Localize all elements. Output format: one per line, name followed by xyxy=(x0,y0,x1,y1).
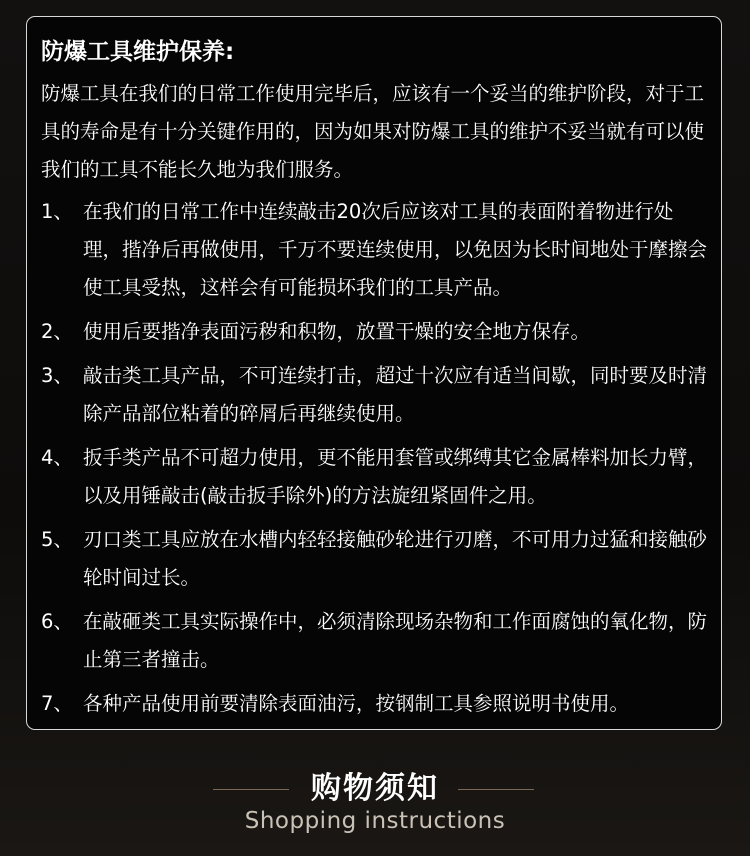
shopping-instructions-header xyxy=(0,760,750,856)
rule-item-5 xyxy=(41,521,707,597)
rule-number: 7、 xyxy=(41,692,73,715)
rule-item-7 xyxy=(41,685,707,723)
rule-number: 1、 xyxy=(41,200,73,223)
rule-text: 使用后要揩净表面污秽和积物，放置干燥的安全地方保存。 xyxy=(83,320,591,343)
footer-title: 购物须知 xyxy=(311,771,439,806)
maintenance-panel xyxy=(26,16,722,730)
rule-text: 刃口类工具应放在水槽内轻轻接触砂轮进行刃磨，不可用力过猛和接触砂轮时间过长。 xyxy=(83,528,708,589)
rule-number: 5、 xyxy=(41,528,73,551)
rule-text: 在敲砸类工具实际操作中，必须清除现场杂物和工作面腐蚀的氧化物，防止第三者撞击。 xyxy=(83,610,708,671)
rule-item-1 xyxy=(41,193,707,307)
rule-text: 扳手类产品不可超力使用，更不能用套管或绑缚其它金属棒料加长力臂，以及用锤敲击(敲击扳手除外)的方法旋纽紧固件之用。 xyxy=(83,446,708,507)
footer-subtitle: Shopping instructions xyxy=(244,808,506,834)
rule-item-4 xyxy=(41,439,707,515)
rule-item-3 xyxy=(41,357,707,433)
maintenance-rules-list xyxy=(41,193,707,723)
panel-title: 防爆工具维护保养: xyxy=(41,39,235,65)
rule-number: 4、 xyxy=(41,446,73,469)
rule-text: 敲击类工具产品，不可连续打击，超过十次应有适当间歇，同时要及时清除产品部位粘着的碎屑后再继续使用。 xyxy=(83,364,708,425)
rule-number: 6、 xyxy=(41,610,73,633)
rule-item-2 xyxy=(41,313,707,351)
rule-text: 在我们的日常工作中连续敲击20次后应该对工具的表面附着物进行处理，揩净后再做使用，千万不要连续使用，以免因为长时间地处于摩擦会使工具受热，这样会有可能损坏我们的工具产品。 xyxy=(83,200,708,299)
intro-paragraph: 防爆工具在我们的日常工作使用完毕后，应该有一个妥当的维护阶段，对于工具的寿命是有十分关键作用的，因为如果对防爆工具的维护不妥当就有可以使我们的工具不能长久地为我们服务。 xyxy=(41,82,705,181)
rule-number: 3、 xyxy=(41,364,73,387)
rule-number: 2、 xyxy=(41,320,73,343)
rule-item-6 xyxy=(41,603,707,679)
rule-text: 各种产品使用前要清除表面油污，按钢制工具参照说明书使用。 xyxy=(83,692,630,715)
